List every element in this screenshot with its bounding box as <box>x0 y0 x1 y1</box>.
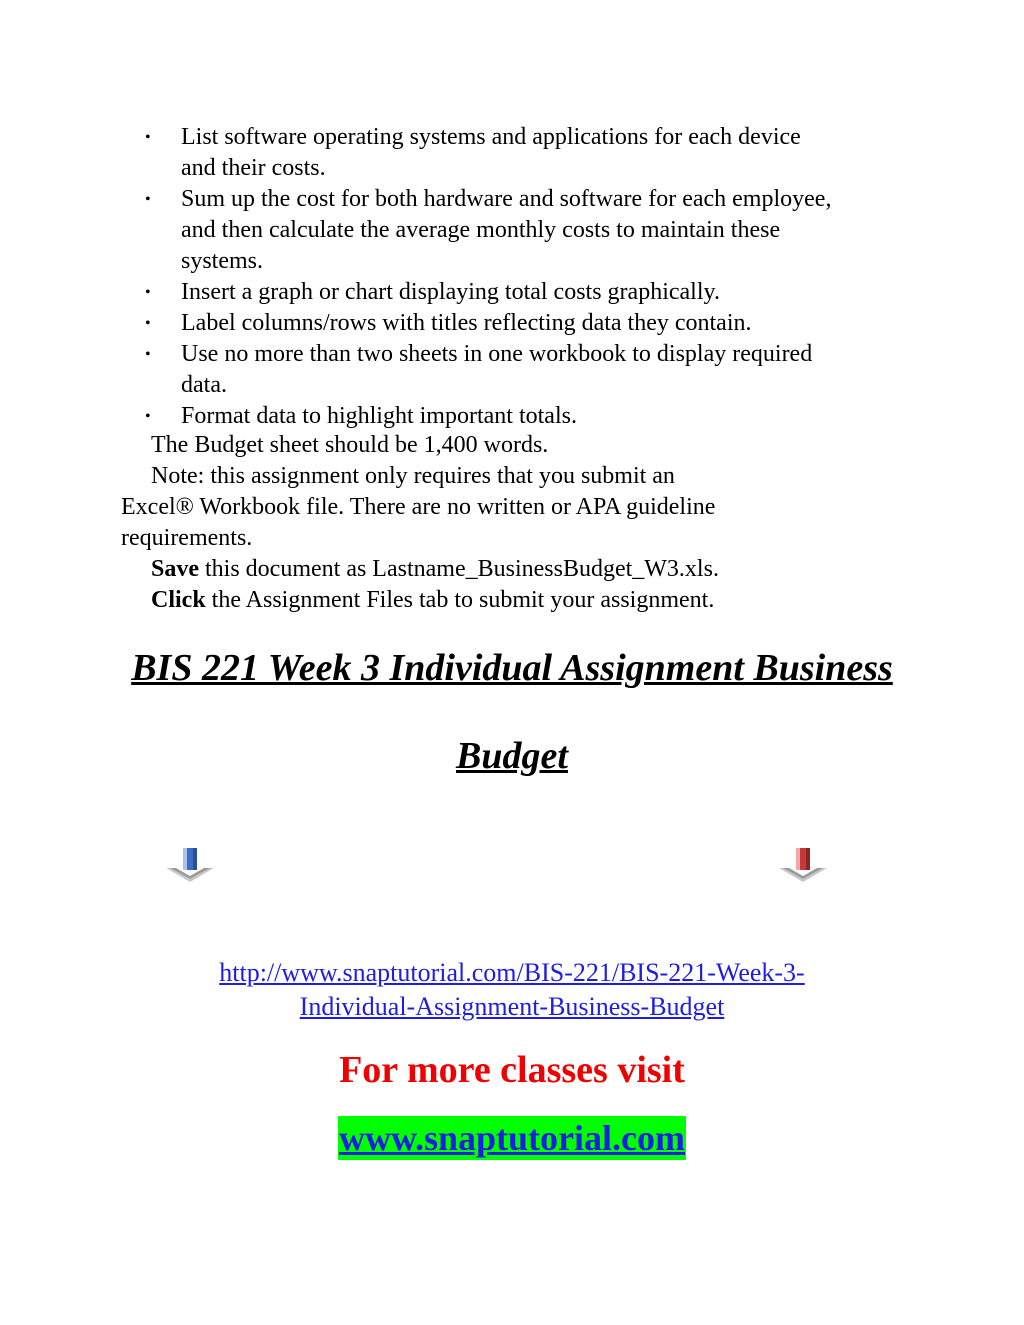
click-instruction <box>151 585 714 616</box>
more-classes-heading: For more classes visit <box>339 1049 685 1091</box>
bullet-icon: • <box>145 346 151 363</box>
budget-note: The Budget sheet should be 1,400 words. <box>151 432 549 458</box>
page-title-line-2: Budget <box>456 735 568 777</box>
list-item <box>145 184 925 277</box>
download-arrow-blue-icon[interactable] <box>164 846 216 886</box>
save-label: Save <box>151 556 199 582</box>
note-line-1: Note: this assignment only requires that you submit an <box>151 463 675 489</box>
list-item-line: Format data to highlight important totals. <box>181 403 577 429</box>
save-instruction <box>151 554 719 585</box>
list-item <box>145 122 925 184</box>
click-text: the Assignment Files tab to submit your assignment. <box>205 587 715 613</box>
bullet-icon: • <box>145 315 151 332</box>
bullet-icon: • <box>145 408 151 425</box>
bullet-icon: • <box>145 129 151 146</box>
download-arrow-red-icon[interactable] <box>777 846 829 886</box>
click-label: Click <box>151 587 206 613</box>
note-line-2: Excel® Workbook file. There are no written or APA guideline <box>121 494 716 520</box>
save-text: this document as Lastname_BusinessBudget_W3.xls. <box>199 556 719 582</box>
site-link-wrapper <box>0 1116 1024 1160</box>
list-item <box>145 401 925 432</box>
note-line-3: requirements. <box>121 525 253 551</box>
tutorial-link-line-1[interactable]: http://www.snaptutorial.com/BIS-221/BIS-221-Week-3- <box>219 958 805 987</box>
bullet-icon: • <box>145 191 151 208</box>
tutorial-link-line-2[interactable]: Individual-Assignment-Business-Budget <box>299 992 725 1021</box>
list-item-line: Sum up the cost for both hardware and software for each employee, <box>181 186 832 212</box>
list-item-line: Insert a graph or chart displaying total costs graphically. <box>181 279 720 305</box>
list-item-line: data. <box>181 372 227 398</box>
list-item <box>145 339 925 401</box>
list-item-line: systems. <box>181 248 264 274</box>
list-item-line: Use no more than two sheets in one workbook to display required <box>181 341 813 367</box>
list-item-line: and then calculate the average monthly costs to maintain these <box>181 217 781 243</box>
site-link[interactable]: www.snaptutorial.com <box>338 1118 685 1158</box>
requirements-list <box>145 122 925 432</box>
list-item-line: and their costs. <box>181 155 326 181</box>
list-item-line: List software operating systems and applications for each device <box>181 124 801 150</box>
list-item <box>145 277 925 308</box>
list-item-line: Label columns/rows with titles reflecting data they contain. <box>181 310 752 336</box>
page-title-line-1: BIS 221 Week 3 Individual Assignment Business <box>131 647 893 689</box>
bullet-icon: • <box>145 284 151 301</box>
list-item <box>145 308 925 339</box>
